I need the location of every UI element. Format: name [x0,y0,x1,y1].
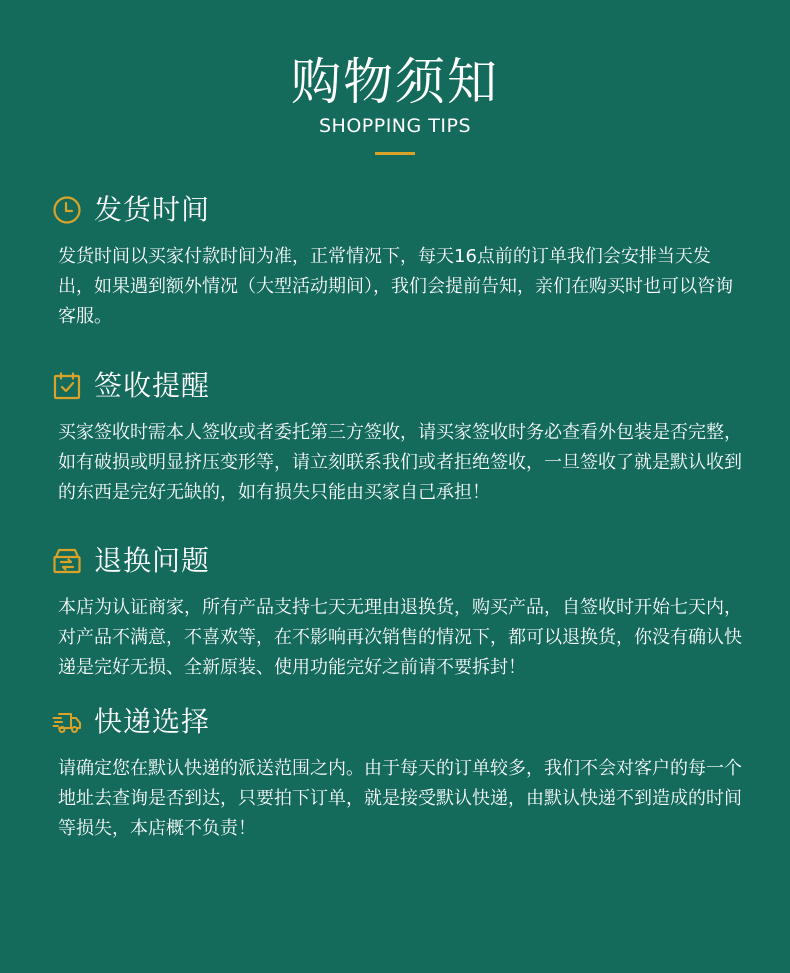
clock-icon [52,195,82,225]
page-title: 购物须知 [291,53,499,111]
calendar-check-icon [52,371,82,401]
section-heading [52,541,742,581]
return-box-icon [52,546,82,576]
page-header [0,52,790,155]
delivery-truck-icon [52,707,82,737]
section-body: 发货时间以买家付款时间为准，正常情况下，每天16点前的订单我们会安排当天发出，如果遇到额外情况（大型活动期间），我们会提前告知，亲们在购买时也可以咨询客服。 [58,246,733,327]
section-title: 发货时间 [94,193,211,226]
section-returns [52,541,742,683]
title-underline [375,152,415,155]
section-shipping-time [52,190,742,332]
section-delivery-receipt [52,366,742,508]
section-title: 签收提醒 [94,369,211,402]
section-body: 本店为认证商家，所有产品支持七天无理由退换货，购买产品，自签收时开始七天内，对产品不满意，不喜欢等，在不影响再次销售的情况下，都可以退换货，你没有确认快递是完好无损、全新原装、使用功能完好之前请不要拆封！ [58,597,742,678]
section-heading [52,366,742,406]
page-subtitle: SHOPPING TIPS [318,115,472,137]
section-title: 快递选择 [94,705,211,738]
section-heading [52,702,742,742]
section-heading [52,190,742,230]
section-body: 买家签收时需本人签收或者委托第三方签收，请买家签收时务必查看外包装是否完整，如有破损或明显挤压变形等，请立刻联系我们或者拒绝签收，一旦签收了就是默认收到的东西是完好无缺的，如有损失只能由买家自己承担！ [58,422,742,503]
section-body: 请确定您在默认快递的派送范围之内。由于每天的订单较多，我们不会对客户的每一个地址去查询是否到达，只要拍下订单，就是接受默认快递，由默认快递不到造成的时间等损失，本店概不负责！ [58,758,742,839]
section-title: 退换问题 [94,544,211,577]
section-courier-choice [52,702,742,844]
